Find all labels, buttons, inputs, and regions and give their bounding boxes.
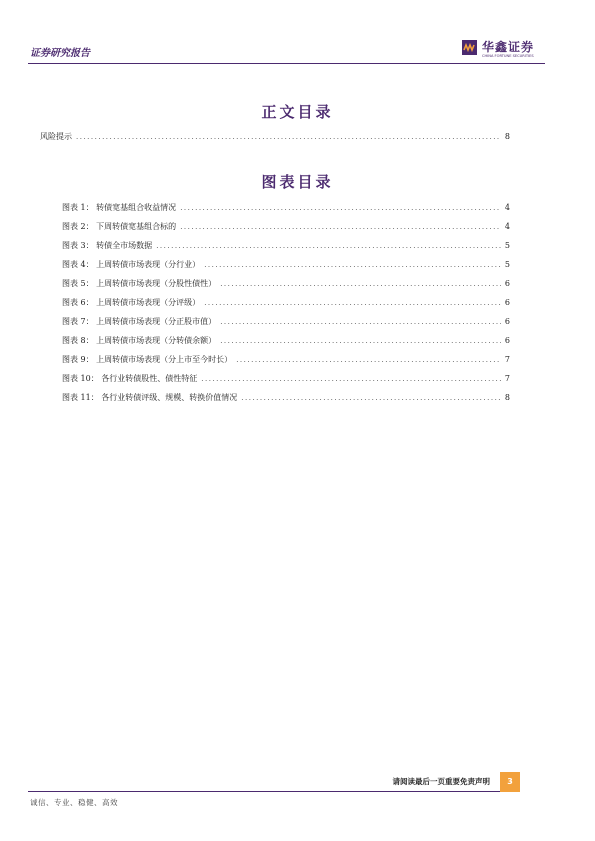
footer-bar [28, 773, 518, 792]
figure-entry-label: 图表 8： 上周转债市场表现（分转债余额） [62, 336, 217, 345]
leader-dots [220, 278, 501, 290]
figure-entry-page: 6 [504, 336, 510, 345]
toc-entry[interactable] [40, 131, 510, 143]
leader-dots [241, 392, 501, 404]
leader-dots [76, 131, 501, 143]
figure-entry-page: 8 [504, 393, 510, 402]
leader-dots [180, 202, 501, 214]
figure-entry-page: 4 [504, 222, 510, 231]
disclaimer-note: 请阅读最后一页重要免责声明 [392, 777, 490, 786]
figure-entry[interactable] [62, 373, 510, 385]
brand-subtitle: CHINA FORTUNE SECURITIES [482, 54, 534, 58]
figure-entry-label: 图表 7： 上周转债市场表现（分正股市值） [62, 317, 217, 326]
toc-entry-page: 8 [504, 132, 510, 141]
figure-entry[interactable] [62, 259, 510, 271]
brand-mark-icon [462, 40, 477, 55]
figure-entry-page: 4 [504, 203, 510, 212]
figure-entry-page: 7 [504, 374, 510, 383]
figure-entry[interactable] [62, 278, 510, 290]
leader-dots [204, 259, 501, 271]
figure-entry[interactable] [62, 221, 510, 233]
figure-entry[interactable] [62, 202, 510, 214]
figure-entry-label: 图表 11： 各行业转债评级、规模、转换价值情况 [62, 393, 238, 402]
toc-title: 正文目录 [261, 103, 334, 121]
leader-dots [156, 240, 501, 252]
figure-entry[interactable] [62, 335, 510, 347]
figure-entry-page: 5 [504, 260, 510, 269]
figure-entry-page: 6 [504, 298, 510, 307]
figure-entry[interactable] [62, 240, 510, 252]
leader-dots [180, 221, 501, 233]
figure-entry-label: 图表 1： 转债宽基组合收益情况 [62, 203, 177, 212]
figures-title: 图表目录 [261, 173, 334, 191]
brand-logo [462, 38, 546, 62]
figure-entry-label: 图表 2： 下周转债宽基组合标的 [62, 222, 177, 231]
leader-dots [204, 297, 501, 309]
figure-entry[interactable] [62, 392, 510, 404]
figure-entry-label: 图表 3： 转债全市场数据 [62, 241, 153, 250]
page-number-badge: 3 [500, 772, 520, 792]
figure-entry-page: 6 [504, 317, 510, 326]
figure-entry[interactable] [62, 354, 510, 366]
figure-entry-page: 6 [504, 279, 510, 288]
header-divider [28, 63, 545, 64]
figure-entry-label: 图表 5： 上周转债市场表现（分股性债性） [62, 279, 217, 288]
figure-entry-label: 图表 9： 上周转债市场表现（分上市至今时长） [62, 355, 233, 364]
figure-entry-page: 5 [504, 241, 510, 250]
leader-dots [236, 354, 501, 366]
leader-dots [201, 373, 501, 385]
figure-entry-label: 图表 4： 上周转债市场表现（分行业） [62, 260, 201, 269]
leader-dots [220, 316, 501, 328]
figure-entry[interactable] [62, 316, 510, 328]
figure-entry[interactable] [62, 297, 510, 309]
footer-slogan: 诚信、专业、稳健、高效 [30, 798, 118, 807]
figure-entry-page: 7 [504, 355, 510, 364]
toc-entry-label: 风险提示 [40, 132, 72, 141]
figure-entry-label: 图表 10： 各行业转债股性、债性特征 [62, 374, 198, 383]
brand-name: 华鑫证券 [482, 40, 535, 54]
report-type-label: 证券研究报告 [30, 48, 90, 59]
leader-dots [220, 335, 501, 347]
figure-entry-label: 图表 6： 上周转债市场表现（分评级） [62, 298, 201, 307]
